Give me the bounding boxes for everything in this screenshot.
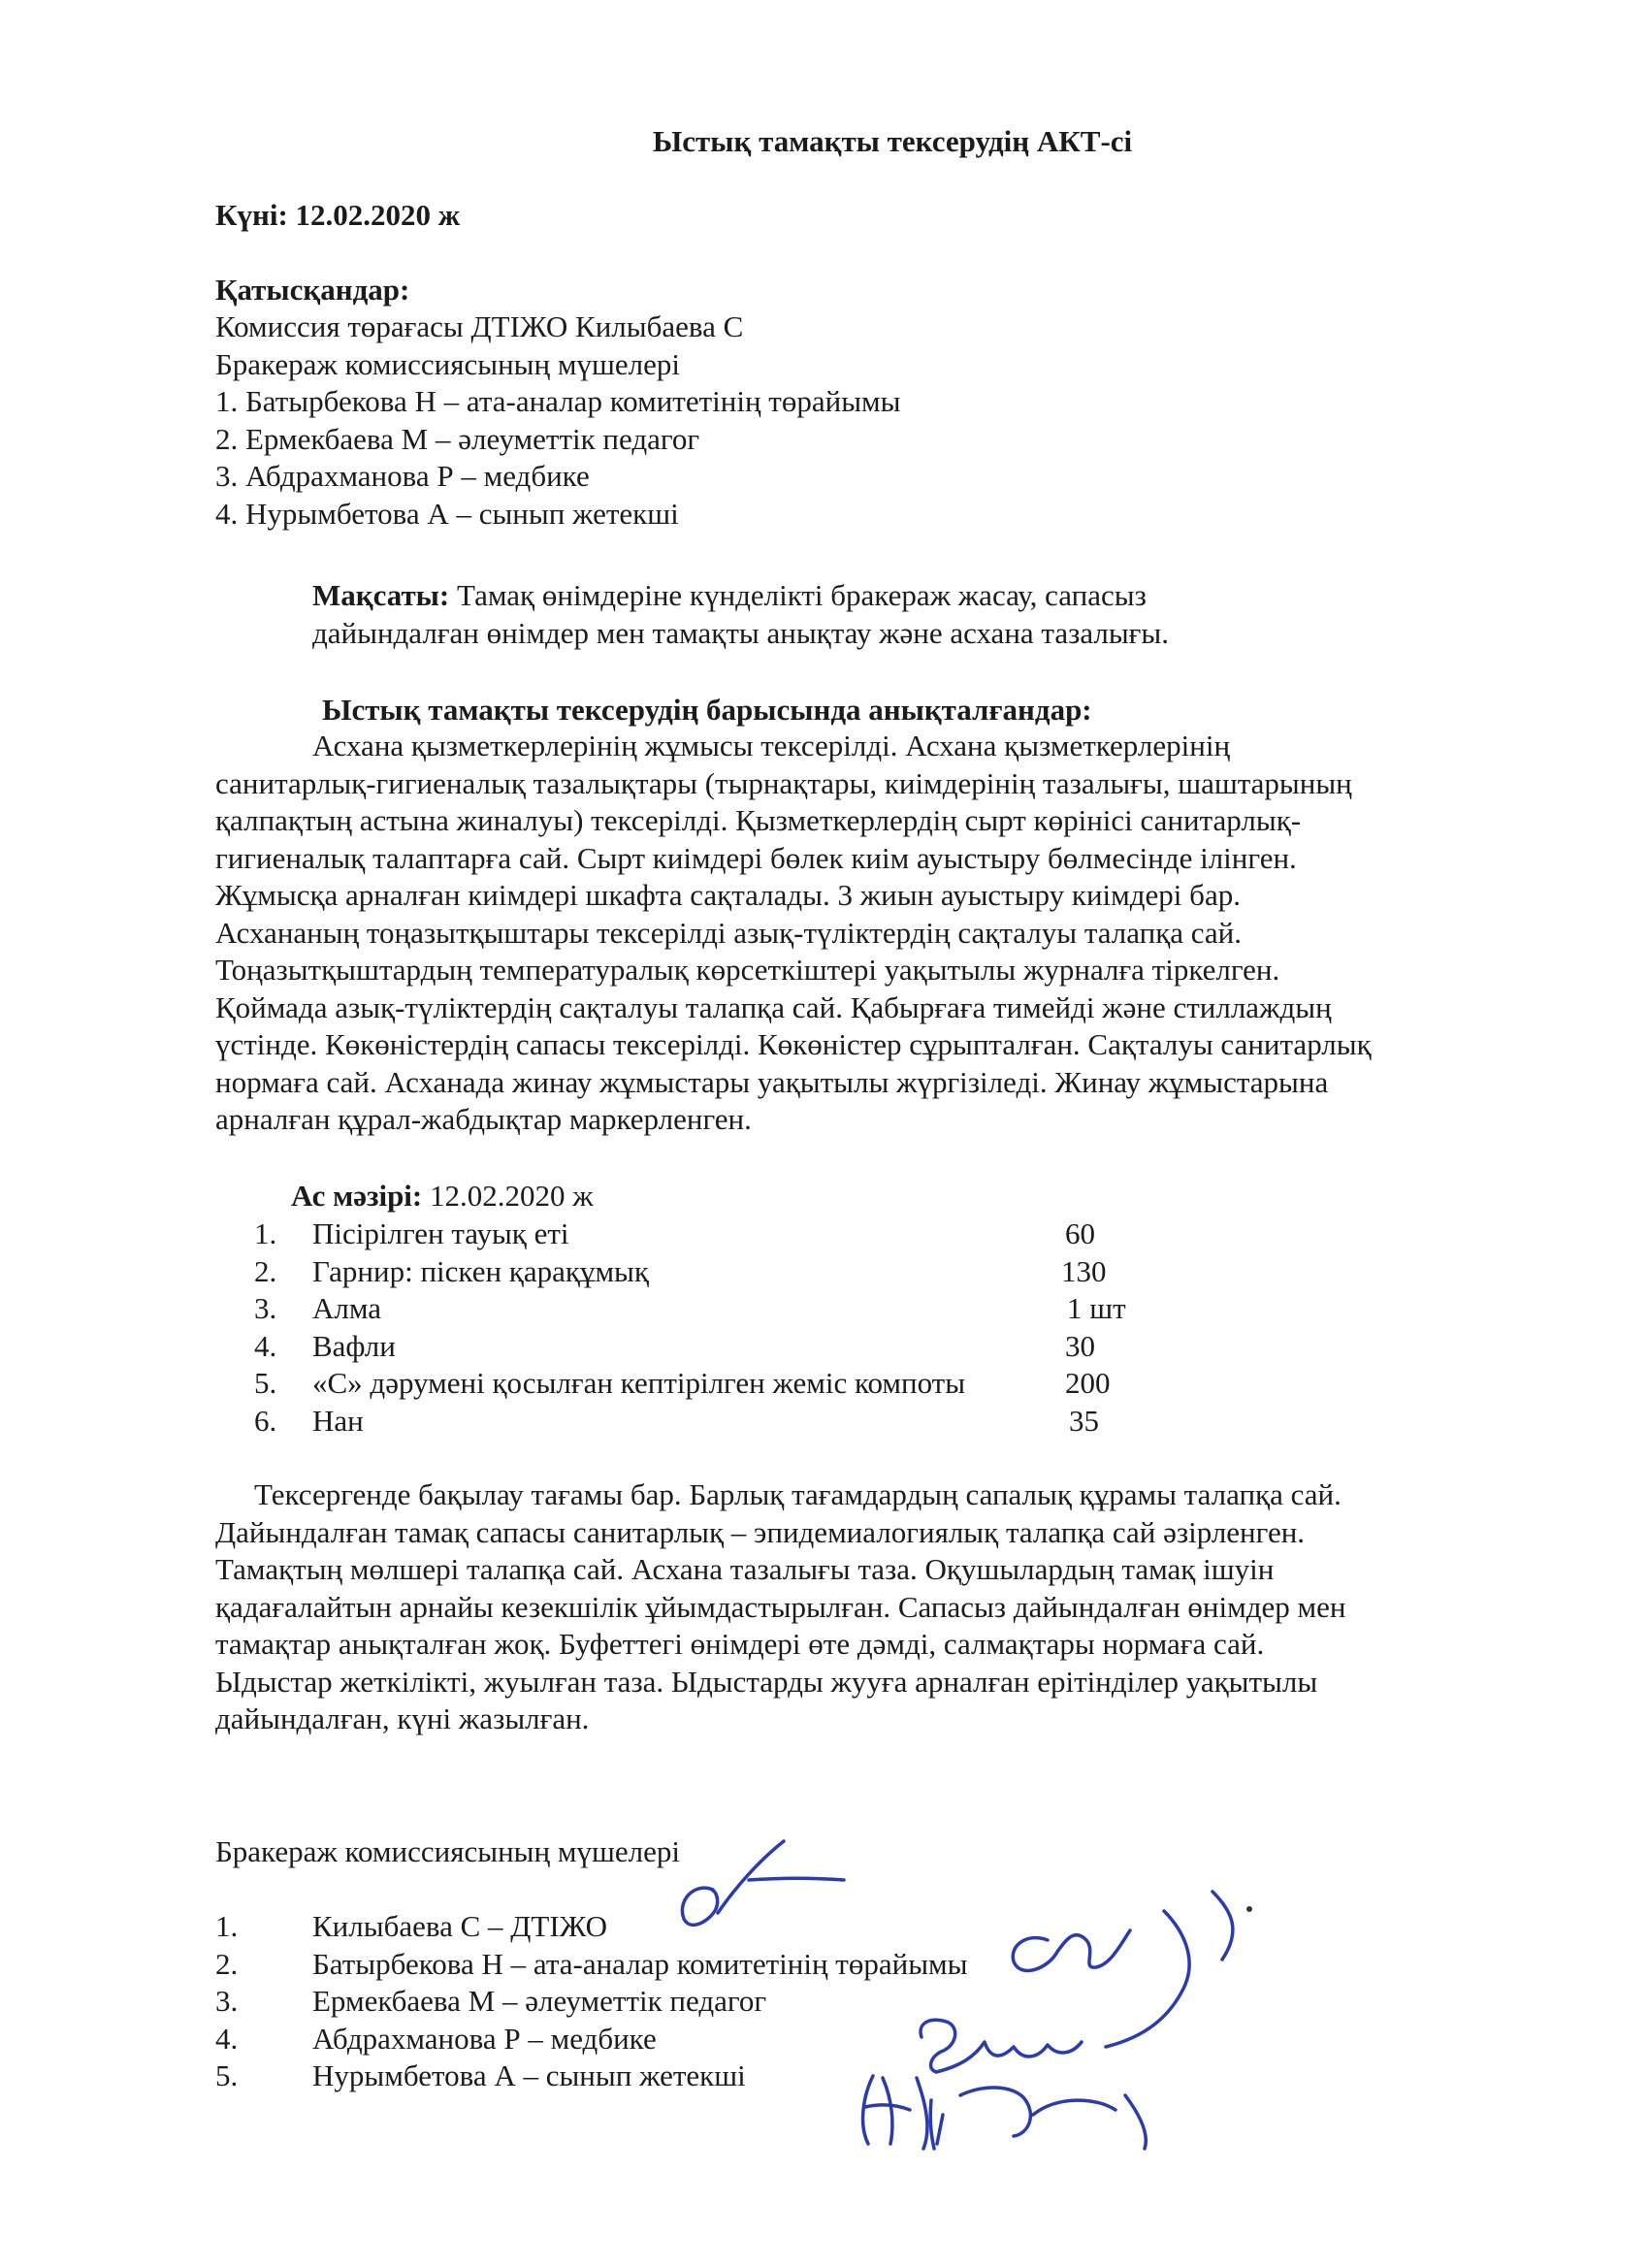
menu-item-name: Нан [312,1403,364,1438]
conclusion-line: Ыдыстар жеткілікті, жуылған таза. Ыдыстарды жууға арналған ерітінділер уақытылы [215,1664,1318,1699]
findings-line: Тоңазытқыштардың температуралық көрсеткіштері уақытылы журналға тіркелген. [215,953,1280,987]
menu-item-number: 1. [254,1216,277,1250]
findings-line: қалпақтың астына жиналуы) тексерілді. Қызметкерлердің сырт көрінісі санитарлық- [215,803,1302,837]
handwritten-signatures [640,1824,1271,2154]
menu-item-qty: 200 [1065,1366,1111,1400]
signature-5 [930,2088,1146,2149]
conclusion-line: дайындалған, күні жазылған. [215,1701,590,1735]
member-number: 5. [215,2058,239,2092]
signature-3 [921,2020,1082,2072]
menu-label: Ас мәзірі: [291,1179,423,1213]
signature-4 [863,2076,927,2149]
conclusion-line: Тексергенде бақылау тағамы бар. Барлық тағамдардың сапалық құрамы талапқа сай. [254,1477,1342,1511]
conclusion-paragraph [215,1476,1476,1738]
participant-line: 3. Абдрахманова Р – медбике [215,459,590,493]
menu-item-name: «С» дәрумені қосылған кептірілген жеміс компоты [312,1366,966,1400]
signatures-heading: Бракераж комиссиясының мүшелері [215,1834,680,1868]
conclusion-line: тамақтар анықталған жоқ. Буфеттегі өнімдері өте дәмді, салмақтары нормаға сай. [215,1627,1265,1661]
conclusion-line: Тамақтың мөлшері талапқа сай. Асхана тазалығы таза. Оқушылардың тамақ ішуін [215,1552,1275,1586]
menu-item [254,1290,1224,1328]
menu-item [254,1215,1224,1253]
member-number: 4. [215,2021,239,2056]
menu-heading [291,1178,594,1215]
menu-list [254,1215,1224,1440]
menu-item [254,1365,1224,1403]
goal-line-1 [312,577,1302,615]
findings-line: Қоймада азық-түліктердің сақталуы талапқа сай. Қабырғаға тимейді және стиллаждың [215,989,1332,1024]
member-number: 2. [215,1946,239,1981]
member-number: 1. [215,1909,239,1943]
menu-item-qty: 60 [1065,1216,1095,1250]
document-date: Күні: 12.02.2020 ж [215,198,461,232]
menu-item-qty: 130 [1061,1253,1107,1288]
menu-item-qty: 30 [1065,1328,1095,1363]
findings-heading: Ыстық тамақты тексерудің барысында анықталғандар: [322,693,1092,727]
findings-line: нормаға сай. Асханада жинау жұмыстары уақытылы жүргізіледі. Жинау жұмыстарына [215,1064,1329,1099]
findings-paragraph [215,728,1457,1139]
member-name: Ермекбаева М – әлеуметтік педагог [312,1984,767,2018]
participants-heading: Қатысқандар: [215,273,410,307]
menu-item [254,1403,1224,1441]
menu-item [254,1253,1224,1291]
participant-line: 1. Батырбекова Н – ата-аналар комитетінің төрайымы [215,384,901,418]
menu-item-qty: 35 [1069,1403,1099,1438]
menu-item-name: Пісірілген тауық еті [312,1216,569,1250]
menu-item-qty: 1 шт [1067,1291,1126,1325]
findings-line: гигиеналық талаптарға сай. Сырт киімдері бөлек киім ауыстыру бөлмесінде ілінген. [215,840,1297,875]
signature-1 [682,1841,844,1925]
goal-text-2: дайындалған өнімдер мен тамақты анықтау және асхана тазалығы. [312,615,1169,650]
findings-line: Жұмысқа арналған киімдері шкафта сақталады. 3 жиын ауыстыру киімдері бар. [215,878,1241,912]
menu-item-name: Вафли [312,1328,396,1363]
findings-line: арналған құрал-жабдықтар маркерленген. [215,1102,752,1136]
findings-line: санитарлық-гигиеналық тазалықтары (тырнақтары, киімдерінің тазалығы, шаштарының [215,765,1352,800]
conclusion-line: Дайындалған тамақ сапасы санитарлық – эпидемиалогиялық талапқа сай әзірленген. [215,1514,1306,1549]
menu-item-name: Гарнир: піскен қарақұмық [312,1253,649,1288]
menu-item-number: 2. [254,1253,277,1288]
signature-2 [1013,1892,1233,2047]
participant-line: Комиссия төрағасы ДТІЖО Килыбаева С [215,309,744,343]
goal-label: Мақсаты: [312,578,450,612]
member-name: Нурымбетова А – сынып жетекші [312,2058,746,2092]
findings-line: үстінде. Көкөністердің сапасы тексерілді. Көкөністер сұрыпталған. Сақталуы санитарлық [215,1027,1372,1061]
menu-item-number: 3. [254,1291,277,1325]
member-name: Батырбекова Н – ата-аналар комитетінің төрайымы [312,1946,968,1981]
menu-item-number: 6. [254,1403,277,1438]
document-title: Ыстық тамақты тексерудің АКТ-сі [652,124,1133,158]
menu-item-number: 5. [254,1366,277,1400]
menu-item-name: Алма [312,1291,382,1325]
member-number: 3. [215,1984,239,2018]
goal-text-1: Тамақ өнімдеріне күнделікті бракераж жасау, сапасыз [449,578,1147,612]
participant-line: 4. Нурымбетова А – сынып жетекші [215,496,679,531]
menu-date: 12.02.2020 ж [422,1179,594,1213]
findings-line: Асхананың тоңазытқыштары тексерілді азық-түліктердің сақталуы талапқа сай. [215,915,1243,950]
participant-line: Бракераж комиссиясының мүшелері [215,346,680,381]
participant-line: 2. Ермекбаева М – әлеуметтік педагог [215,421,700,456]
findings-line: Асхана қызметкерлерінің жұмысы тексерілді. Асхана қызметкерлерінің [312,729,1231,762]
member-name: Килыбаева С – ДТІЖО [312,1909,608,1943]
participants-list [215,308,900,533]
conclusion-line: қадағалайтын арнайы кезекшілік ұйымдастырылған. Сапасыз дайындалған өнімдер мен [215,1589,1346,1624]
menu-item [254,1328,1224,1366]
menu-item-number: 4. [254,1328,277,1363]
goal-section [312,577,1302,652]
member-name: Абдрахманова Р – медбике [312,2021,657,2056]
